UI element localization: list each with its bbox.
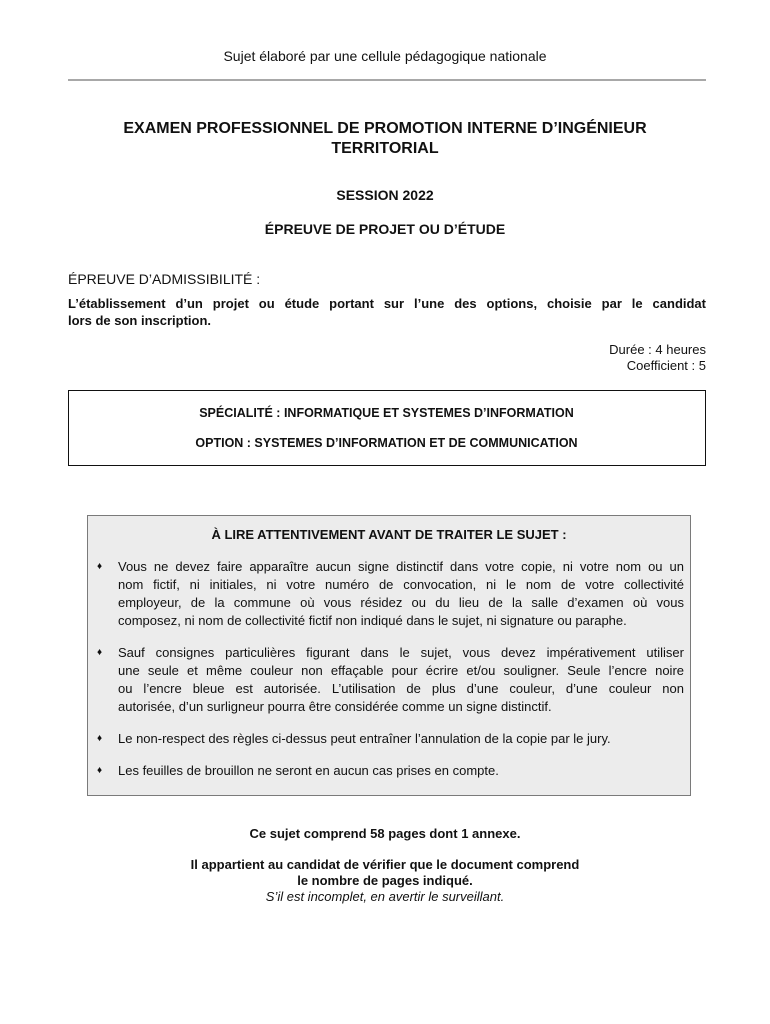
bullet-diamond-icon: ♦ (97, 561, 103, 572)
instructions-box (87, 515, 691, 796)
bullet-diamond-icon: ♦ (97, 765, 103, 776)
admissibilite-desc-line2: lors de son inscription. (68, 313, 212, 328)
specialite-box (68, 390, 706, 466)
option-label: OPTION : SYSTEMES D’INFORMATION ET DE COMMUNICATION (195, 436, 578, 450)
instruction-line: Sauf consignes particulières figurant dans le sujet, vous devez impérativement utiliser (118, 645, 684, 660)
header-text: Sujet élaboré par une cellule pédagogique nationale (223, 48, 547, 64)
instruction-line: ou l’encre bleue est autorisée. L’utilisation de plus d’une couleur, d’une couleur non (118, 681, 684, 696)
admissibilite-label: ÉPREUVE D’ADMISSIBILITÉ : (68, 271, 261, 287)
coefficient: Coefficient : 5 (626, 358, 706, 373)
instruction-line: une seule et même couleur non effaçable pour écrire et/ou souligner. Seule l’encre noire (118, 663, 684, 678)
session-label: SESSION 2022 (336, 187, 434, 203)
instruction-line: Le non-respect des règles ci-dessus peut entraîner l’annulation de la copie par le jury. (118, 731, 611, 746)
instruction-line: Les feuilles de brouillon ne seront en aucun cas prises en compte. (118, 763, 499, 778)
instruction-line: employeur, de la commune où vous résidez ou du lieu de la salle d’examen où vous (118, 595, 684, 610)
duree: Durée : 4 heures (609, 342, 706, 357)
instruction-line: autorisée, d’un surligneur pourra être considérée comme un signe distinctif. (118, 699, 552, 714)
page-count-note: Ce sujet comprend 58 pages dont 1 annexe. (249, 826, 521, 841)
bullet-diamond-icon: ♦ (97, 733, 103, 744)
exam-title-line1: EXAMEN PROFESSIONNEL DE PROMOTION INTERNE D’INGÉNIEUR (123, 120, 647, 137)
exam-title-line2: TERRITORIAL (331, 140, 439, 157)
check-note-line1: Il appartient au candidat de vérifier que le document comprend (190, 857, 580, 872)
epreuve-label: ÉPREUVE DE PROJET OU D’ÉTUDE (264, 221, 506, 237)
instruction-item (88, 730, 692, 750)
instruction-line: composez, ni nom de collectivité fictif non indiqué dans le sujet, ni signature ou paraphe. (118, 613, 627, 628)
instruction-item (88, 644, 692, 718)
admissibilite-desc-line1: L’établissement d’un projet ou étude portant sur l’une des options, choisie par le candidat (68, 296, 706, 311)
instruction-item (88, 558, 692, 632)
check-note-line2: le nombre de pages indiqué. (297, 873, 473, 888)
header-divider (68, 79, 706, 81)
bullet-diamond-icon: ♦ (97, 647, 103, 658)
instruction-item (88, 762, 692, 782)
specialite-label: SPÉCIALITÉ : INFORMATIQUE ET SYSTEMES D’INFORMATION (199, 406, 574, 420)
instruction-line: Vous ne devez faire apparaître aucun signe distinctif dans votre copie, ni votre nom ou un (118, 559, 684, 574)
incomplete-note: S’il est incomplet, en avertir le surveillant. (265, 889, 505, 904)
instruction-line: nom fictif, ni initiales, ni votre numéro de convocation, ni le nom de votre collectivité (118, 577, 684, 592)
instructions-title: À LIRE ATTENTIVEMENT AVANT DE TRAITER LE SUJET : (211, 527, 567, 542)
